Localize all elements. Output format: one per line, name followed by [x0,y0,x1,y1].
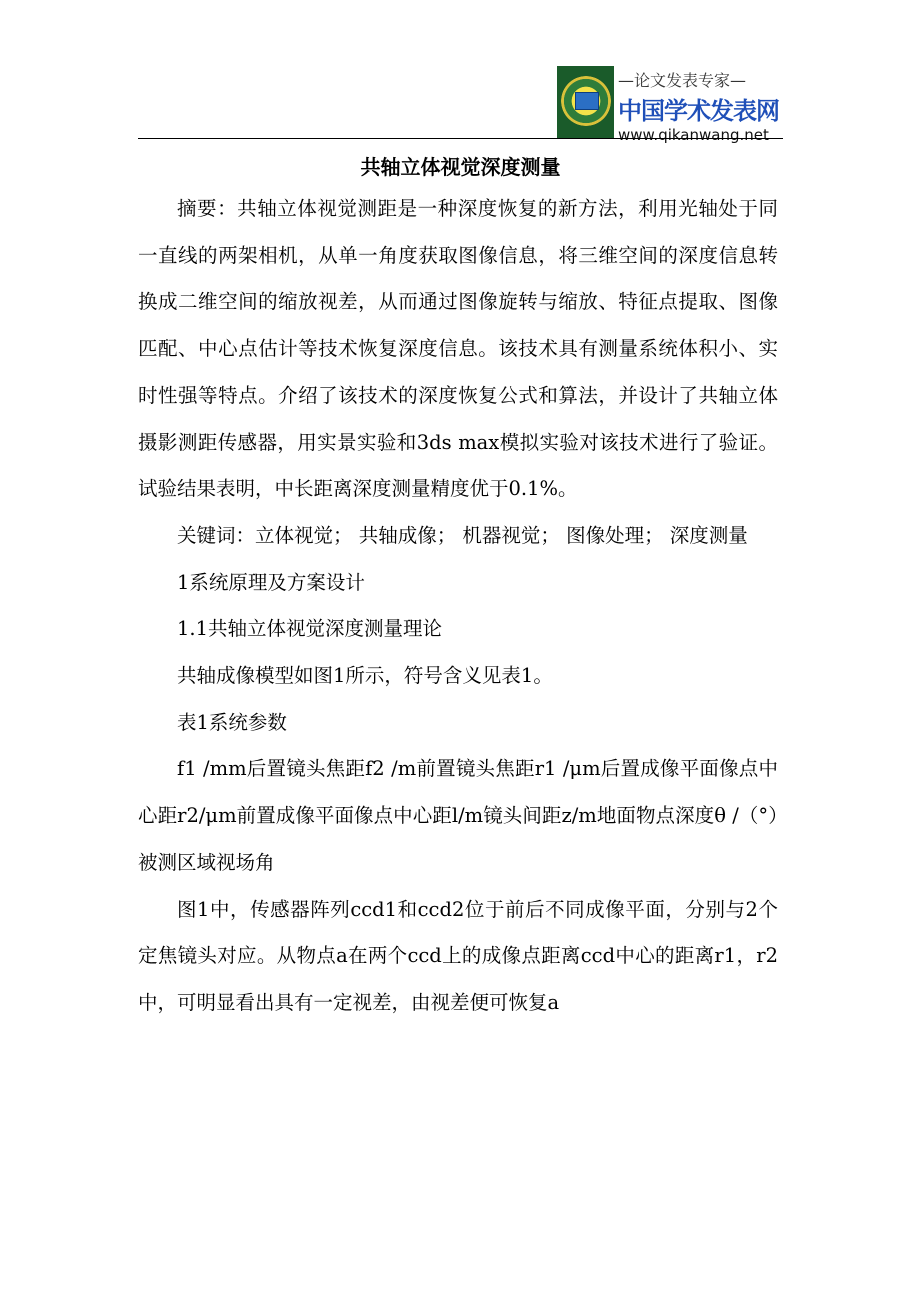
parameters-paragraph: f1 /mm后置镜头焦距f2 /m前置镜头焦距r1 /μm后置成像平面像点中心距r2/μm前置成像平面像点中心距l/m镜头间距z/m地面物点深度θ /（°）被测区域视场角 [138,757,778,874]
document-title: 共轴立体视觉深度测量 [360,155,561,179]
header-divider [138,138,783,139]
logo-text [614,66,779,144]
seal-emblem-icon [557,66,614,138]
body-paragraph: 图1中，传感器阵列ccd1和ccd2位于前后不同成像平面，分别与2个定焦镜头对应。从物点a在两个ccd上的成像点距离ccd中心的距离r1，r2中，可明显看出具有一定视差，由视差便可恢复a [138,897,778,1014]
section-heading: 1系统原理及方案设计 [177,570,365,594]
logo-brand: 中国学术发表网 [618,97,779,125]
logo-tagline: —论文发表专家— [618,71,747,90]
abstract-paragraph: 摘要：共轴立体视觉测距是一种深度恢复的新方法，利用光轴处于同一直线的两架相机，从单一角度获取图像信息，将三维空间的深度信息转换成二维空间的缩放视差，从而通过图像旋转与缩放、特征点提取、图像匹配、中心点估计等技术恢复深度信息。该技术具有测量系统体积小、实时性强等特点。介绍了该技术的深度恢复公式和算法，并设计了共轴立体摄影测距传感器，用实景实验和3ds max模拟实验对该技术进行了验证。试验结果表明，中长距离深度测量精度优于0.1%。 [138,197,778,501]
body-paragraph: 共轴成像模型如图1所示，符号含义见表1。 [177,664,553,688]
logo-site-url: www.qikanwang.net [618,126,769,144]
keywords-paragraph: 关键词：立体视觉； 共轴成像； 机器视觉； 图像处理； 深度测量 [177,523,748,547]
table-caption: 表1系统参数 [177,710,287,734]
site-logo [557,66,779,144]
document-body [138,186,778,1027]
subsection-heading: 1.1共轴立体视觉深度测量理论 [177,617,443,641]
